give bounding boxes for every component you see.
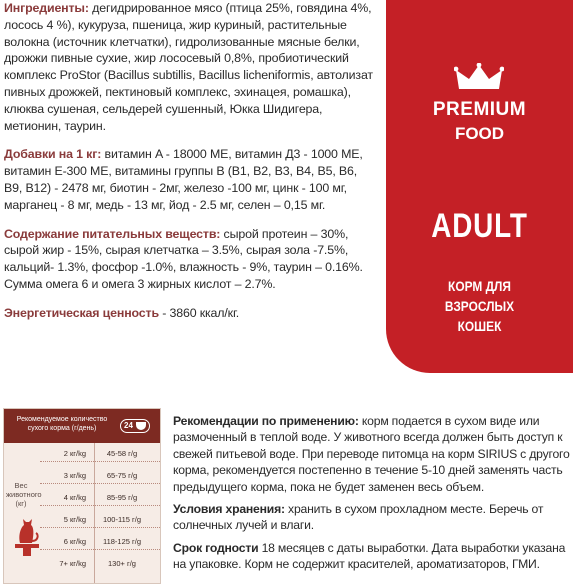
subtitle-line-1: КОРМ ДЛЯ — [448, 278, 511, 294]
recommendations-text: корм подается в сухом виде или размоченный в теплой воде. У животного всегда должен быть доступ к свежей питьевой воде. При переводе питомца на корм SIRIUS с другого корма, рекомендуется постепенно в течение 5-10 дней заменять часть предыдущего корма, пока не будет заменен весь объем. — [173, 414, 570, 494]
brand-panel — [386, 0, 573, 373]
composition-text — [4, 0, 376, 334]
nutrients-label: Содержание питательных веществ: — [4, 226, 221, 241]
hours-badge — [120, 419, 150, 433]
ingredients-text: дегидрированное мясо (птица 25%, говядина 4%, лосось 4 %), кукуруза, пшеница, жир куриный, растительные волокна (источник клетчатки), гидролизованные мясные белки, дрожжи пивные сухие, жир лососевый 0,8%, пробиотический комплекс ProStor (Bacillus subtillis, Bacillus licheniformis, автолизат пивных дрожжей, пектиновый комплекс, эхинацея, ромашка), клюква сушеная, сельдерей сушенный, Юкка Шидигера, метионин, таурин. — [4, 1, 373, 133]
additives-paragraph — [4, 146, 376, 213]
table-row — [40, 445, 160, 463]
ingredients-label: Ингредиенты: — [4, 1, 89, 15]
subtitle-line-2: ВЗРОСЛЫХ — [444, 298, 515, 314]
table-row — [40, 489, 160, 507]
row-grams: 130+ г/g — [108, 559, 136, 568]
row-grams: 100-115 г/g — [102, 515, 142, 524]
row-grams: 65-75 г/g — [106, 471, 138, 480]
premium-text: PREMIUM — [432, 99, 527, 120]
shelf-life-label: Срок годности — [173, 540, 259, 555]
row-weight: 2 кг/kg — [63, 449, 86, 458]
ingredients-paragraph — [4, 0, 376, 134]
food-text: FOOD — [454, 124, 505, 143]
feeding-table-title: Рекомендуемое количество сухого корма (г/день) — [16, 416, 108, 432]
table-row — [40, 555, 160, 573]
row-weight: 7+ кг/kg — [59, 559, 86, 568]
additives-label: Добавки на 1 кг: — [4, 147, 102, 162]
row-grams: 45-58 г/g — [106, 449, 138, 458]
bowl-icon — [136, 422, 146, 430]
recommendations-label: Рекомендации по применению: — [173, 414, 359, 428]
feeding-table-header — [4, 409, 160, 443]
nutrients-paragraph — [4, 226, 376, 293]
row-weight: 3 кг/kg — [63, 471, 86, 480]
adult-title: ADULT — [431, 207, 528, 245]
recommendations-paragraph — [173, 413, 571, 495]
row-grams: 118-125 г/g — [102, 537, 142, 546]
storage-text: хранить в сухом прохладном месте. Беречь от солнечных лучей и влаги. — [173, 502, 544, 533]
row-grams: 85-95 г/g — [106, 493, 138, 502]
feeding-table — [3, 408, 161, 584]
storage-label: Условия хранения: — [173, 502, 285, 517]
table-row — [40, 511, 160, 529]
shelf-life-paragraph — [173, 540, 571, 573]
table-row — [40, 467, 160, 485]
crown-icon — [454, 63, 504, 93]
nutrients-text: сырой протеин – 30%, сырой жир - 15%, сырая клетчатка – 3.5%, сырая зола -7.5%, кальций- 1.3%, фосфор -1.0%, влажность - 9%, таурин – 0.16%. Сумма омега 6 и омега 3 жирных кислот – 2.7%. — [4, 226, 363, 291]
row-weight: 4 кг/kg — [63, 493, 86, 502]
row-weight: 5 кг/kg — [63, 515, 86, 524]
shelf-life-text: 18 месяцев с даты выработки. Дата выработки указана на упаковке. Корм не содержит красителей, ароматизаторов, ГМИ. — [173, 540, 566, 572]
cat-on-scale-icon — [12, 513, 42, 559]
table-row — [40, 533, 160, 551]
subtitle-line-3: КОШЕК — [457, 318, 502, 334]
energy-paragraph — [4, 305, 376, 322]
additives-text: витамин A - 18000 МЕ, витамин Д3 - 1000 МЕ, витамин Е-300 МЕ, витамины группы В (В1, В2, В3, В4, В5, В6, В9, В12) - 2478 мг, биотин - 2мг, железо -100 мг, цинк - 100 мг, марганец - 8 мг, медь - 13 мг, йод - 2.5 мг, селен – 0,15 мг. — [4, 147, 363, 212]
row-weight: 6 кг/kg — [63, 537, 86, 546]
weight-axis-label: Вес животного (кг) — [6, 481, 42, 508]
hours-badge-text: 24 — [124, 421, 133, 430]
usage-text — [173, 413, 571, 579]
energy-label: Энергетическая ценность — [4, 305, 159, 320]
storage-paragraph — [173, 501, 571, 534]
energy-text: - 3860 ккал/кг. — [158, 305, 240, 320]
